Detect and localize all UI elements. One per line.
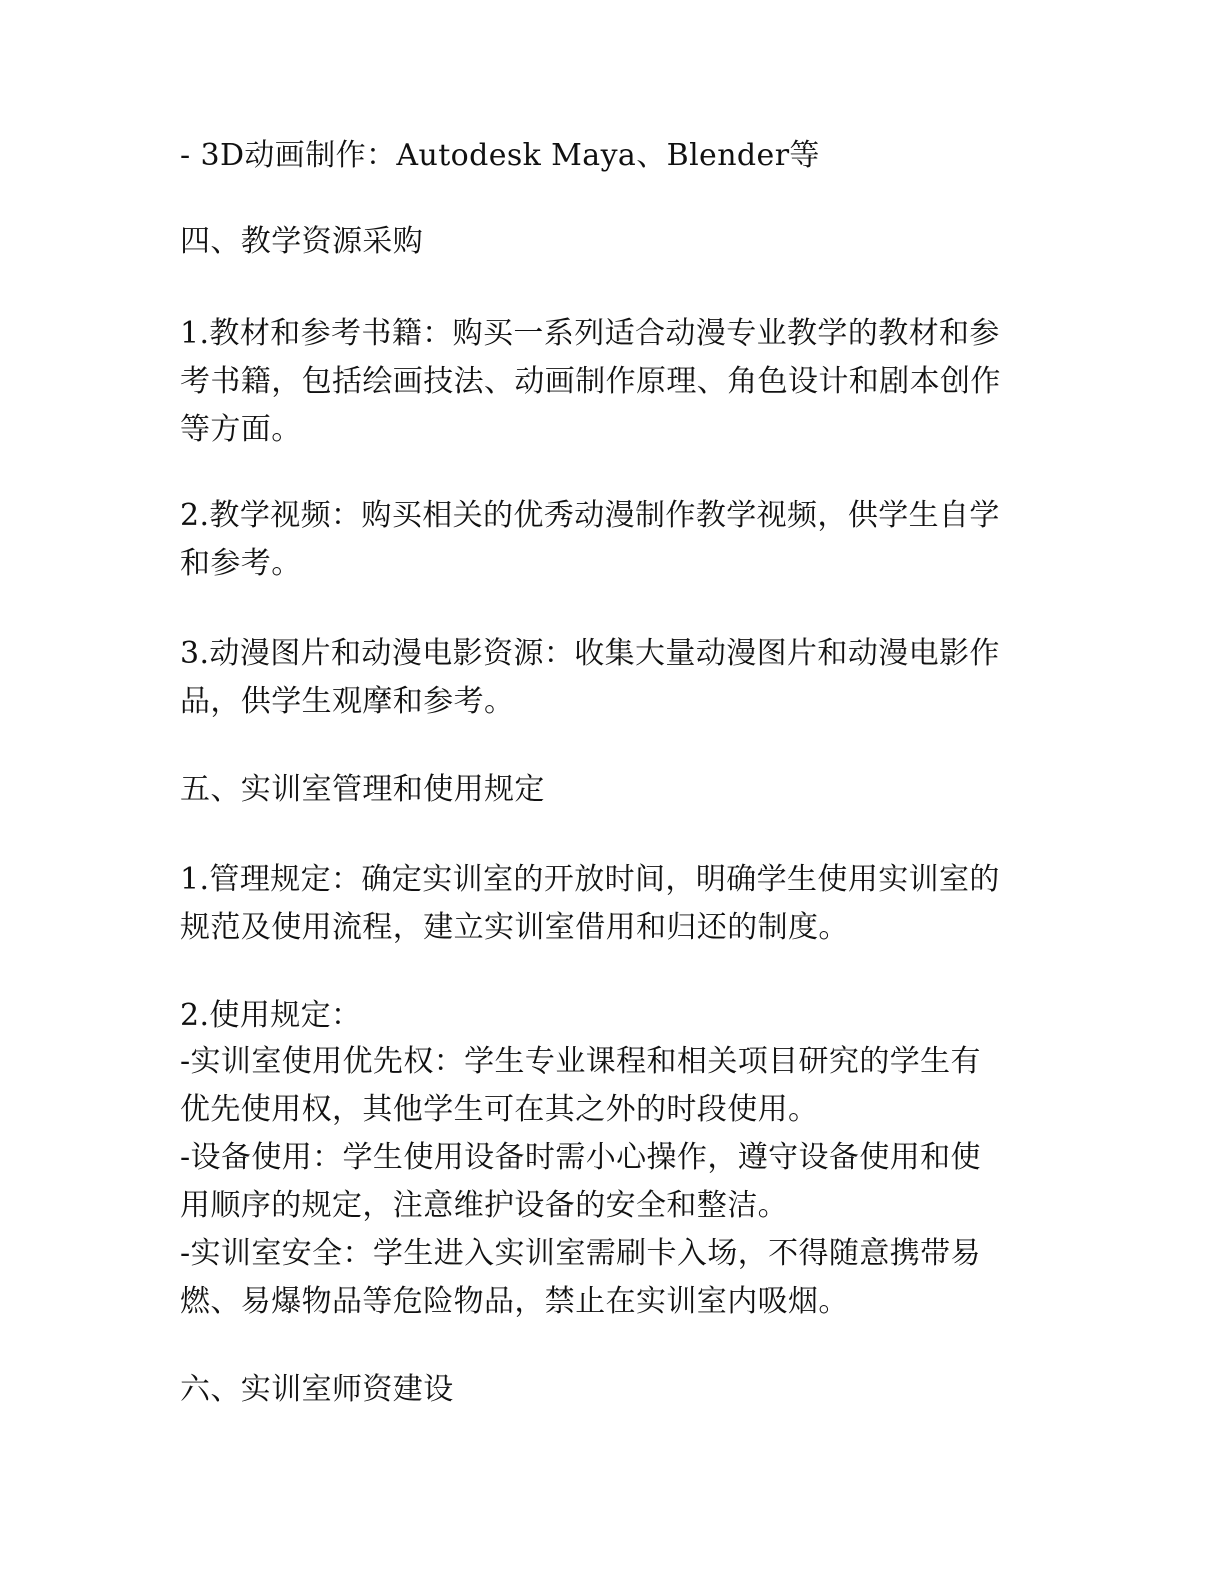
paragraph-management-line-2: 规范及使用流程，建立实训室借用和归还的制度。 <box>180 910 849 945</box>
paragraph-usage-heading: 2.使用规定： <box>180 998 362 1033</box>
paragraph-management-line-1: 1.管理规定：确定实训室的开放时间，明确学生使用实训室的 <box>180 862 1000 897</box>
paragraph-videos-line-2: 和参考。 <box>180 546 302 581</box>
usage-priority-line-2: 优先使用权，其他学生可在其之外的时段使用。 <box>180 1092 819 1127</box>
paragraph-images-line-1: 3.动漫图片和动漫电影资源：收集大量动漫图片和动漫电影作 <box>180 636 1000 671</box>
usage-safety-line-1: -实训室安全：学生进入实训室需刷卡入场，不得随意携带易 <box>180 1236 981 1271</box>
paragraph-textbooks-line-2: 考书籍，包括绘画技法、动画制作原理、角色设计和剧本创作 <box>180 364 1001 399</box>
usage-equipment-line-2: 用顺序的规定，注意维护设备的安全和整洁。 <box>180 1188 788 1223</box>
usage-priority-line-1: -实训室使用优先权：学生专业课程和相关项目研究的学生有 <box>180 1044 981 1079</box>
usage-safety-line-2: 燃、易爆物品等危险物品，禁止在实训室内吸烟。 <box>180 1284 849 1319</box>
section-heading-teaching-resources: 四、教学资源采购 <box>180 224 424 259</box>
section-heading-management: 五、实训室管理和使用规定 <box>180 772 545 807</box>
paragraph-videos-line-1: 2.教学视频：购买相关的优秀动漫制作教学视频，供学生自学 <box>180 498 1000 533</box>
paragraph-textbooks-line-3: 等方面。 <box>180 412 302 447</box>
usage-equipment-line-1: -设备使用：学生使用设备时需小心操作，遵守设备使用和使 <box>180 1140 981 1175</box>
section-heading-faculty: 六、实训室师资建设 <box>180 1372 454 1407</box>
paragraph-images-line-2: 品，供学生观摩和参考。 <box>180 684 515 719</box>
list-item-3d-animation: - 3D动画制作：Autodesk Maya、Blender等 <box>180 138 820 173</box>
paragraph-textbooks-line-1: 1.教材和参考书籍：购买一系列适合动漫专业教学的教材和参 <box>180 316 1000 351</box>
